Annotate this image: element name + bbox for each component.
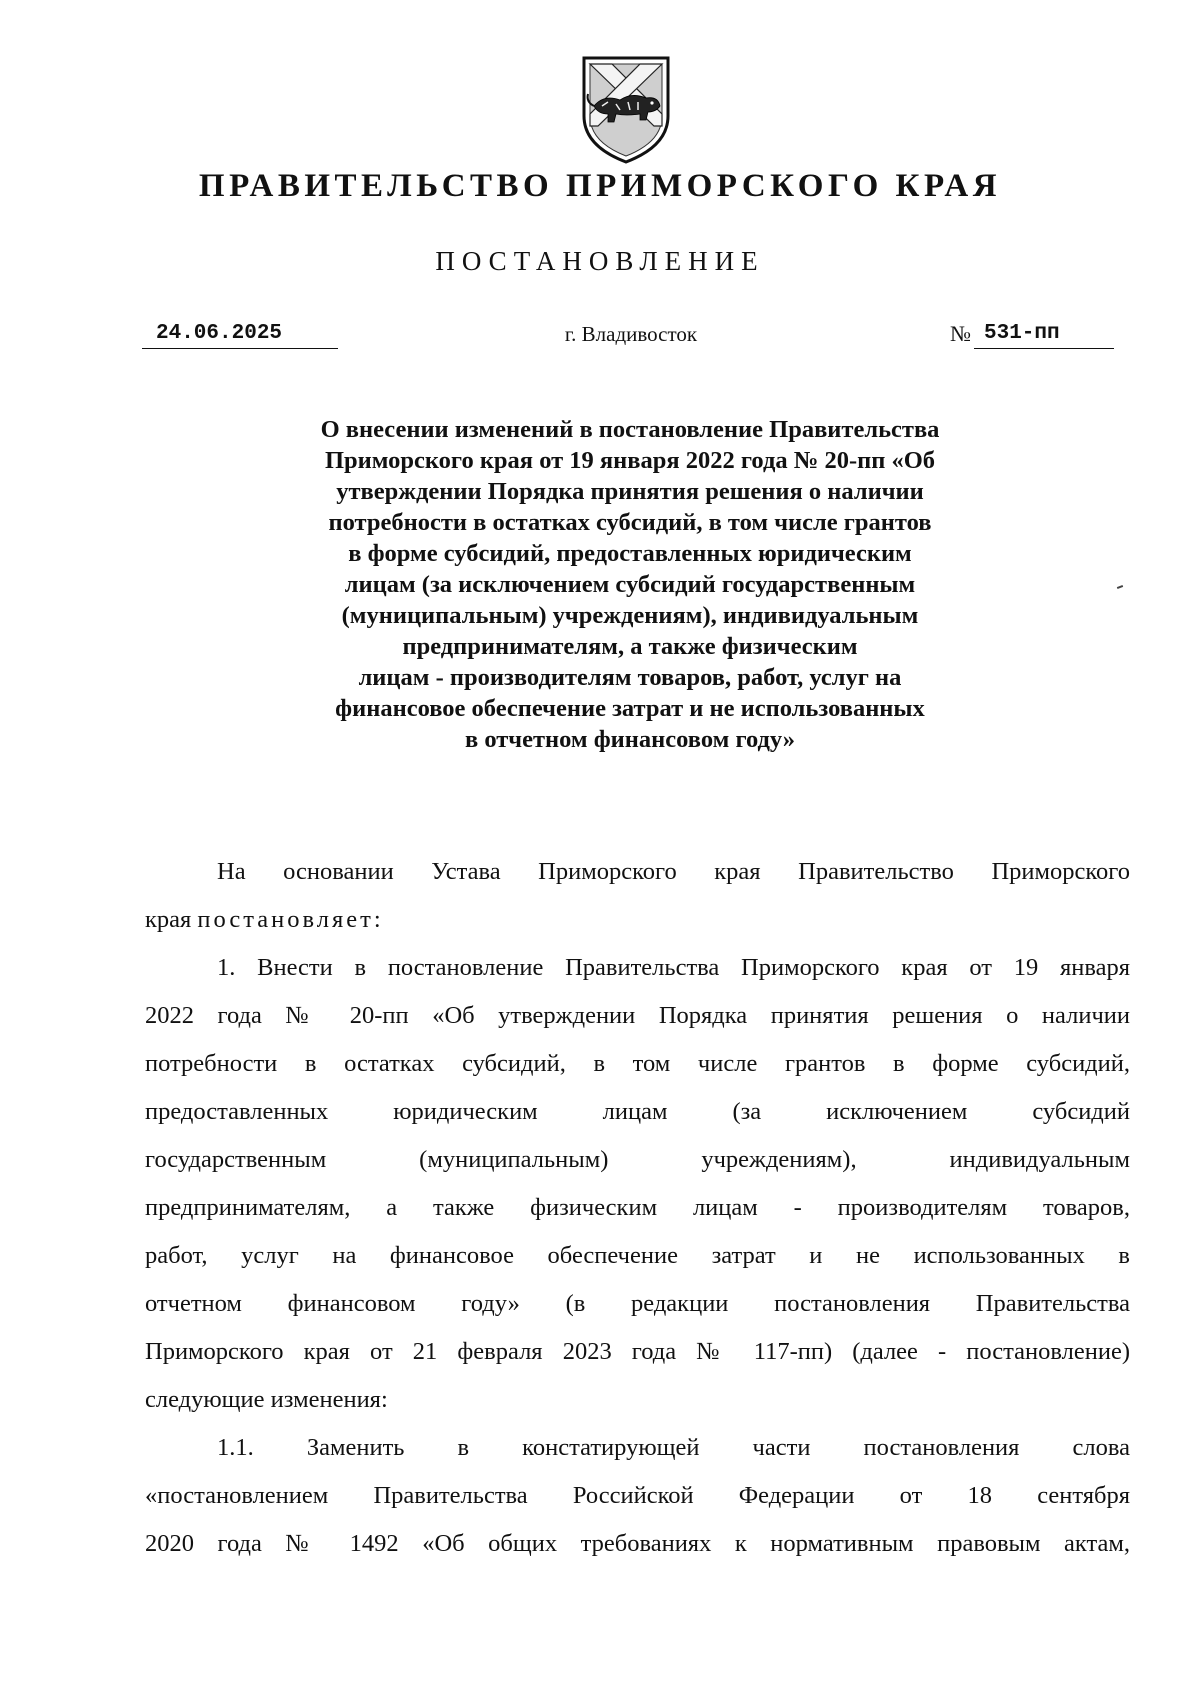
subject-line: лицам (за исключением субсидий государственным: [344, 571, 916, 598]
item-1-line: отчетном финансовом году» (в редакции постановления Правительства: [145, 1290, 1130, 1317]
document-city: г. Владивосток: [564, 322, 698, 346]
subject-line: Приморского края от 19 января 2022 года № 20-пп «Об: [324, 447, 936, 474]
subject-line: финансовое обеспечение затрат и не использованных: [335, 695, 925, 722]
preamble-text: края: [145, 906, 198, 933]
item-1-line: потребности в остатках субсидий, в том числе грантов в форме субсидий,: [145, 1050, 1130, 1077]
item-1-1-line: 2020 года № 1492 «Об общих требованиях к нормативным правовым актам,: [145, 1530, 1130, 1557]
subject-line: в отчетном финансовом году»: [464, 726, 796, 753]
primorsky-krai-coat-of-arms-icon: [576, 54, 676, 166]
item-1-1-line: 1.1. Заменить в констатирующей части постановления слова: [217, 1434, 1130, 1461]
document-number-label: №: [950, 321, 971, 346]
organization-title: ПРАВИТЕЛЬСТВО ПРИМОРСКОГО КРАЯ: [198, 168, 1002, 204]
document-type-heading: ПОСТАНОВЛЕНИЕ: [435, 246, 765, 276]
subject-line: потребности в остатках субсидий, в том числе грантов: [328, 509, 932, 536]
document-body: [145, 848, 1130, 1568]
document-subject: [200, 414, 1060, 755]
item-1-1-line: «постановлением Правительства Российской Федерации от 18 сентября: [145, 1482, 1130, 1509]
item-1-line: следующие изменения:: [145, 1386, 388, 1413]
subject-line: в форме субсидий, предоставленных юридическим: [348, 540, 912, 567]
item-1-line: предпринимателям, а также физическим лицам - производителям товаров,: [145, 1194, 1130, 1221]
item-1-line: работ, услуг на финансовое обеспечение затрат и не использованных в: [145, 1242, 1130, 1269]
document-number: 531-пп: [974, 320, 1114, 349]
item-1-line: 1. Внести в постановление Правительства Приморского края от 19 января: [217, 954, 1130, 981]
resolves-word: постановляет:: [197, 906, 384, 933]
item-1-line: 2022 года № 20-пп «Об утверждении Порядка принятия решения о наличии: [145, 1002, 1130, 1029]
document-date: 24.06.2025: [142, 320, 338, 349]
subject-line: предпринимателям, а также физическим: [402, 633, 858, 660]
preamble-line: [145, 896, 1130, 944]
subject-line: О внесении изменений в постановление Правительства: [320, 416, 940, 443]
item-1-line: предоставленных юридическим лицам (за исключением субсидий: [145, 1098, 1130, 1125]
item-1-line: Приморского края от 21 февраля 2023 года № 117-пп) (далее - постановление): [145, 1338, 1130, 1365]
subject-line: утверждении Порядка принятия решения о наличии: [336, 478, 924, 505]
subject-line: лицам - производителям товаров, работ, услуг на: [358, 664, 902, 691]
subject-line: (муниципальным) учреждениям), индивидуальным: [341, 602, 919, 629]
scan-mark: [1117, 585, 1123, 589]
preamble-line: На основании Устава Приморского края Правительство Приморского: [217, 858, 1130, 885]
item-1-line: государственным (муниципальным) учреждениям), индивидуальным: [145, 1146, 1130, 1173]
